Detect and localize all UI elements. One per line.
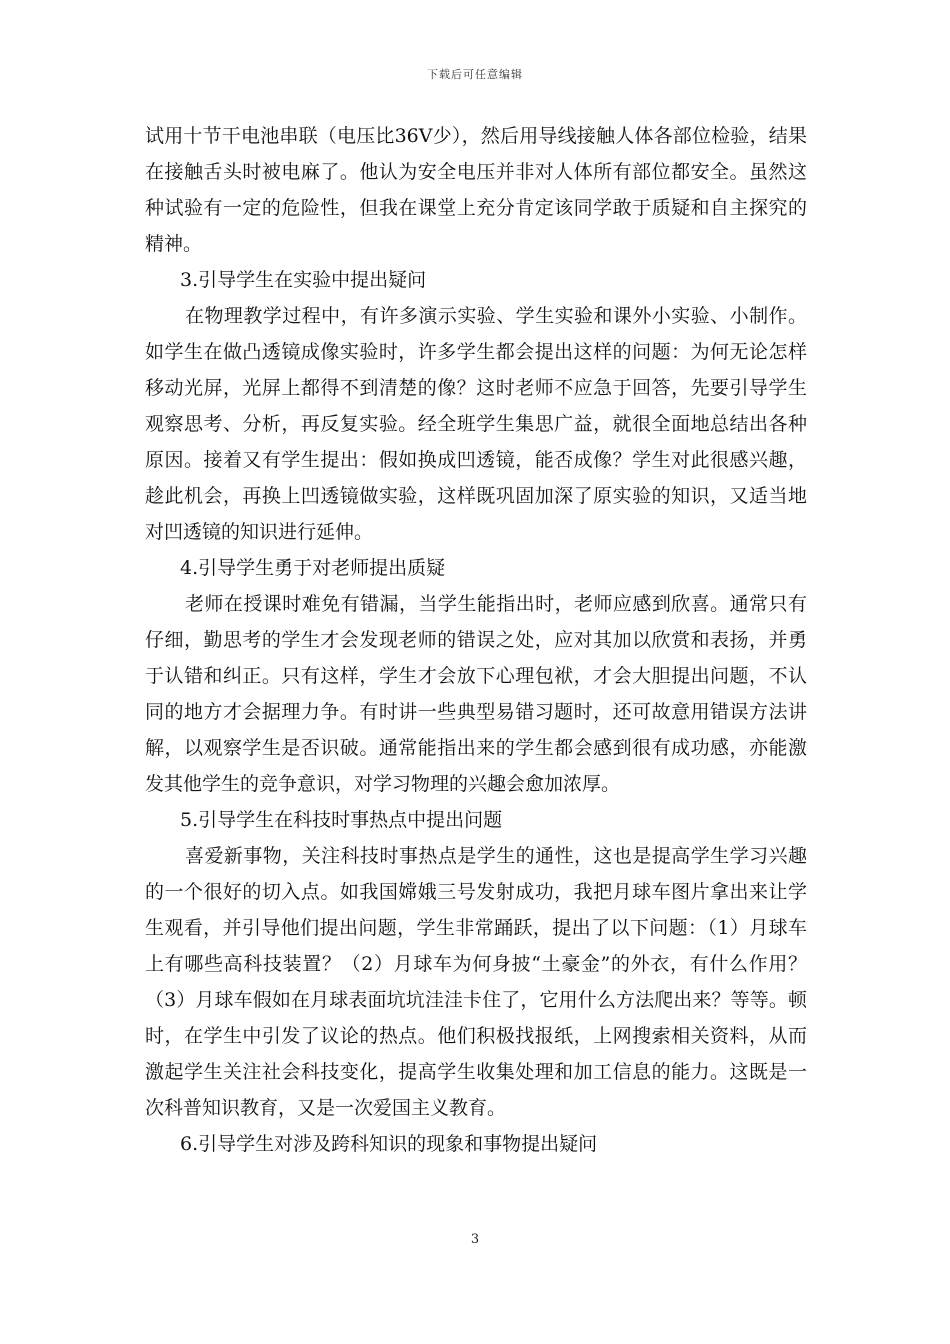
- page-number: 3: [470, 1232, 480, 1247]
- section-heading-4: 4.引导学生勇于对老师提出质疑: [180, 557, 446, 579]
- page-header: 下载后可任意编辑: [427, 68, 523, 81]
- paragraph-experiment: 在物理教学过程中，有许多演示实验、学生实验和课外小实验、小制作。如学生在做凸透镜成像实验时，许多学生都会提出这样的问题：为何无论怎样移动光屏，光屏上都得不到清楚的像？这时老师不应急于回答，先要引导学生观察思考、分析，再反复实验。经全班学生集思广益，就很全面地总结出各种原因。接着又有学生提出：假如换成凹透镜，能否成像？学生对此很感兴趣，趁此机会，再换上凹透镜做实验，这样既巩固加深了原实验的知识，又适当地对凹透镜的知识进行延伸。: [145, 305, 807, 543]
- section-heading-3: 3.引导学生在实验中提出疑问: [180, 269, 427, 291]
- page-content: [145, 118, 807, 1162]
- section-heading-6: 6.引导学生对涉及跨科知识的现象和事物提出疑问: [180, 1133, 598, 1155]
- paragraph-teacher-questioning: 老师在授课时难免有错漏，当学生能指出时，老师应感到欣喜。通常只有仔细，勤思考的学生才会发现老师的错误之处，应对其加以欣赏和表扬，并勇于认错和纠正。只有这样，学生才会放下心理包袱，才会大胆提出问题，不认同的地方才会据理力争。有时讲一些典型易错习题时，还可故意用错误方法讲解，以观察学生是否识破。通常能指出来的学生都会感到很有成功感，亦能激发其他学生的竞争意识，对学习物理的兴趣会愈加浓厚。: [145, 593, 807, 795]
- paragraph-tech-news: 喜爱新事物，关注科技时事热点是学生的通性，这也是提高学生学习兴趣的一个很好的切入点。如我国嫦娥三号发射成功，我把月球车图片拿出来让学生观看，并引导他们提出问题，学生非常踊跃，提出了以下问题：（1）月球车上有哪些高科技装置？（2）月球车为何身披“土豪金”的外衣，有什么作用？（3）月球车假如在月球表面坑坑洼洼卡住了，它用什么方法爬出来？等等。顿时，在学生中引发了议论的热点。他们积极找报纸，上网搜索相关资料，从而激起学生关注社会科技变化，提高学生收集处理和加工信息的能力。这既是一次科普知识教育，又是一次爱国主义教育。: [145, 845, 807, 1119]
- section-heading-5: 5.引导学生在科技时事热点中提出问题: [180, 809, 503, 831]
- paragraph-continuation: 试用十节干电池串联（电压比36V少），然后用导线接触人体各部位检验，结果在接触舌头时被电麻了。他认为安全电压并非对人体所有部位都安全。虽然这种试验有一定的危险性，但我在课堂上充分肯定该同学敢于质疑和自主探究的精神。: [145, 125, 807, 255]
